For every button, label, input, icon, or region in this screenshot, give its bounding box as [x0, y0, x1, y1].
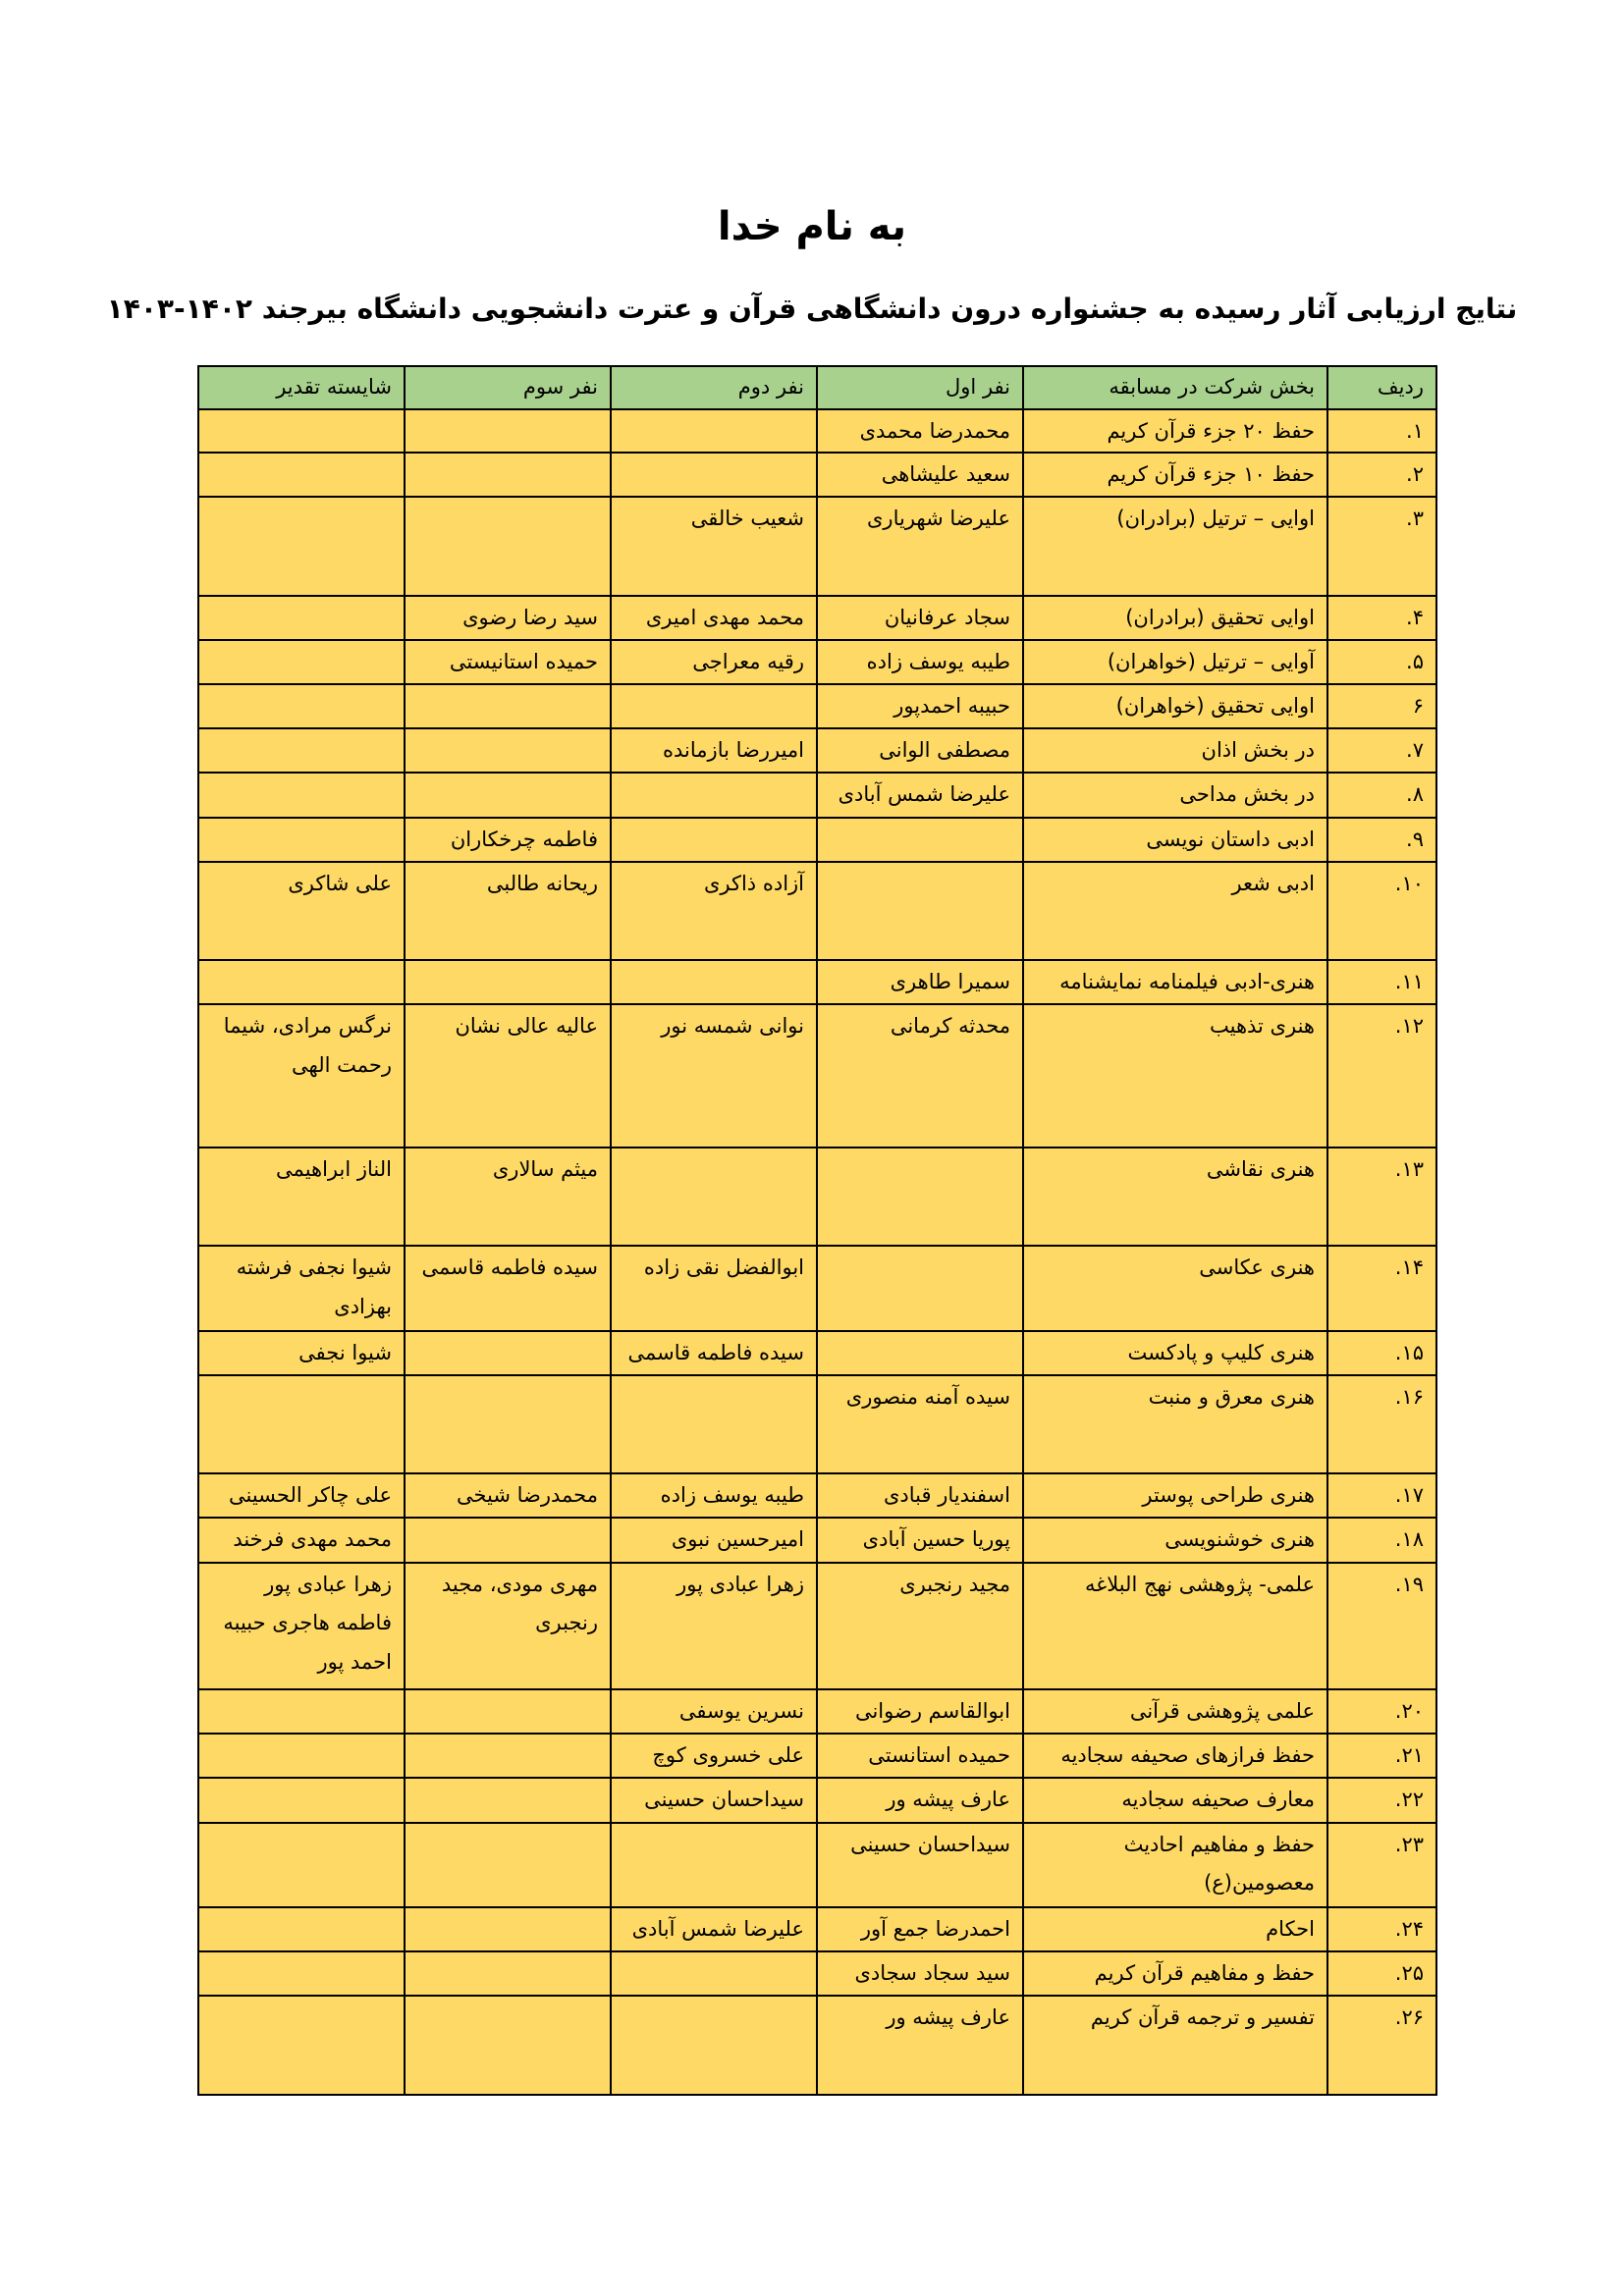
first-place-cell: حبیبه احمدپور: [817, 684, 1023, 728]
header-third-place: نفر سوم: [405, 366, 611, 409]
row-number-cell: ۱۳.: [1327, 1148, 1436, 1246]
honorable-mention-cell: نرگس مرادی، شیما رحمت الهی: [198, 1004, 405, 1148]
third-place-cell: حمیده استانیستی: [405, 640, 611, 684]
section-cell: اوایی تحقیق (خواهران): [1023, 684, 1327, 728]
row-number-cell: ۱۱.: [1327, 960, 1436, 1004]
first-place-cell: [817, 1148, 1023, 1246]
second-place-cell: [611, 818, 817, 862]
honorable-mention-cell: [198, 409, 405, 453]
section-cell: در بخش اذان: [1023, 728, 1327, 773]
third-place-cell: ریحانه طالبی: [405, 862, 611, 960]
header-honorable-mention: شایسته تقدیر: [198, 366, 405, 409]
row-number-cell: ۱۹.: [1327, 1563, 1436, 1690]
table-row: [198, 596, 1436, 640]
third-place-cell: [405, 1996, 611, 2095]
section-cell: اوایی – ترتیل (برادران): [1023, 497, 1327, 595]
section-cell: هنری-ادبی فیلمنامه نمایشنامه: [1023, 960, 1327, 1004]
second-place-cell: [611, 960, 817, 1004]
header-row-number: ردیف: [1327, 366, 1436, 409]
table-row: [198, 1473, 1436, 1518]
honorable-mention-cell: [198, 1996, 405, 2095]
honorable-mention-cell: [198, 640, 405, 684]
second-place-cell: ابوالفضل نقی زاده: [611, 1246, 817, 1330]
header-section: بخش شرکت در مسابقه: [1023, 366, 1327, 409]
first-place-cell: [817, 1331, 1023, 1375]
first-place-cell: عارف پیشه ور: [817, 1996, 1023, 2095]
second-place-cell: [611, 453, 817, 497]
first-place-cell: [817, 818, 1023, 862]
honorable-mention-cell: شیوا نجفی فرشته بهزادی: [198, 1246, 405, 1330]
first-place-cell: محدثه کرمانی: [817, 1004, 1023, 1148]
first-place-cell: سیداحسان حسینی: [817, 1823, 1023, 1907]
document-title: به نام خدا: [717, 204, 907, 249]
section-cell: ادبی شعر: [1023, 862, 1327, 960]
section-cell: حفظ فرازهای صحیفه سجادیه: [1023, 1734, 1327, 1778]
table-row: [198, 1823, 1436, 1907]
table-row: [198, 773, 1436, 817]
third-place-cell: [405, 409, 611, 453]
second-place-cell: [611, 1148, 817, 1246]
row-number-cell: ۱.: [1327, 409, 1436, 453]
honorable-mention-cell: [198, 728, 405, 773]
honorable-mention-cell: [198, 1734, 405, 1778]
second-place-cell: علی خسروی کوچ: [611, 1734, 817, 1778]
honorable-mention-cell: [198, 1907, 405, 1951]
honorable-mention-cell: [198, 1689, 405, 1734]
section-cell: آوایی – ترتیل (خواهران): [1023, 640, 1327, 684]
third-place-cell: [405, 1823, 611, 1907]
second-place-cell: [611, 1951, 817, 1996]
section-cell: ادبی داستان نویسی: [1023, 818, 1327, 862]
second-place-cell: سیداحسان حسینی: [611, 1778, 817, 1822]
table-row: [198, 1331, 1436, 1375]
section-cell: تفسیر و ترجمه قرآن کریم: [1023, 1996, 1327, 2095]
header-second-place: نفر دوم: [611, 366, 817, 409]
honorable-mention-cell: زهرا عبادی پور فاطمه هاجری حبیبه احمد پور: [198, 1563, 405, 1690]
second-place-cell: طیبه یوسف زاده: [611, 1473, 817, 1518]
table-row: [198, 497, 1436, 595]
first-place-cell: پوریا حسین آبادی: [817, 1518, 1023, 1562]
row-number-cell: ۲۵.: [1327, 1951, 1436, 1996]
second-place-cell: [611, 773, 817, 817]
table-row: [198, 1907, 1436, 1951]
honorable-mention-cell: [198, 497, 405, 595]
first-place-cell: مصطفی الوانی: [817, 728, 1023, 773]
row-number-cell: ۲۳.: [1327, 1823, 1436, 1907]
row-number-cell: ۱۰.: [1327, 862, 1436, 960]
section-cell: حفظ و مفاهیم قرآن کریم: [1023, 1951, 1327, 1996]
table-row: [198, 409, 1436, 453]
first-place-cell: مجید رنجبری: [817, 1563, 1023, 1690]
row-number-cell: ۲۱.: [1327, 1734, 1436, 1778]
third-place-cell: میثم سالاری: [405, 1148, 611, 1246]
second-place-cell: نوانی شمسه نور: [611, 1004, 817, 1148]
section-cell: در بخش مداحی: [1023, 773, 1327, 817]
honorable-mention-cell: الناز ابراهیمی: [198, 1148, 405, 1246]
table-row: [198, 1996, 1436, 2095]
table-row: [198, 1734, 1436, 1778]
third-place-cell: [405, 1331, 611, 1375]
section-cell: هنری خوشنویسی: [1023, 1518, 1327, 1562]
honorable-mention-cell: [198, 773, 405, 817]
table-row: [198, 1246, 1436, 1330]
third-place-cell: عالیه عالی نشان: [405, 1004, 611, 1148]
section-cell: علمی پژوهشی قرآنی: [1023, 1689, 1327, 1734]
table-row: [198, 1518, 1436, 1562]
row-number-cell: ۲۶.: [1327, 1996, 1436, 2095]
row-number-cell: ۱۶.: [1327, 1375, 1436, 1473]
table-row: [198, 862, 1436, 960]
first-place-cell: سجاد عرفانیان: [817, 596, 1023, 640]
first-place-cell: سعید علیشاهی: [817, 453, 1023, 497]
section-cell: حفظ و مفاهیم احادیث معصومین(ع): [1023, 1823, 1327, 1907]
row-number-cell: ۴.: [1327, 596, 1436, 640]
row-number-cell: ۱۲.: [1327, 1004, 1436, 1148]
first-place-cell: حمیده استانستی: [817, 1734, 1023, 1778]
section-cell: هنری تذهیب: [1023, 1004, 1327, 1148]
honorable-mention-cell: شیوا نجفی: [198, 1331, 405, 1375]
first-place-cell: [817, 1246, 1023, 1330]
section-cell: حفظ ۲۰ جزء قرآن کریم: [1023, 409, 1327, 453]
first-place-cell: علیرضا شهریاری: [817, 497, 1023, 595]
row-number-cell: ۱۷.: [1327, 1473, 1436, 1518]
table-row: [198, 1778, 1436, 1822]
section-cell: هنری نقاشی: [1023, 1148, 1327, 1246]
third-place-cell: [405, 497, 611, 595]
table-row: [198, 1004, 1436, 1148]
honorable-mention-cell: [198, 1375, 405, 1473]
second-place-cell: سیده فاطمه قاسمی: [611, 1331, 817, 1375]
second-place-cell: زهرا عبادی پور: [611, 1563, 817, 1690]
third-place-cell: [405, 1375, 611, 1473]
table-row: [198, 1148, 1436, 1246]
honorable-mention-cell: [198, 453, 405, 497]
honorable-mention-cell: علی چاکر الحسینی: [198, 1473, 405, 1518]
honorable-mention-cell: [198, 1951, 405, 1996]
section-cell: هنری معرق و منبت: [1023, 1375, 1327, 1473]
table-row: [198, 1951, 1436, 1996]
row-number-cell: ۹.: [1327, 818, 1436, 862]
third-place-cell: [405, 1734, 611, 1778]
section-cell: معارف صحیفه سجادیه: [1023, 1778, 1327, 1822]
section-cell: حفظ ۱۰ جزء قرآن کریم: [1023, 453, 1327, 497]
row-number-cell: ۱۸.: [1327, 1518, 1436, 1562]
first-place-cell: سمیرا طاهری: [817, 960, 1023, 1004]
honorable-mention-cell: [198, 684, 405, 728]
section-cell: علمی- پژوهشی نهج البلاغه: [1023, 1563, 1327, 1690]
table-row: [198, 640, 1436, 684]
row-number-cell: ۵.: [1327, 640, 1436, 684]
honorable-mention-cell: [198, 1823, 405, 1907]
second-place-cell: [611, 684, 817, 728]
third-place-cell: سیده فاطمه قاسمی: [405, 1246, 611, 1330]
table-row: [198, 1563, 1436, 1690]
third-place-cell: محمدرضا شیخی: [405, 1473, 611, 1518]
row-number-cell: ۲۰.: [1327, 1689, 1436, 1734]
first-place-cell: [817, 862, 1023, 960]
honorable-mention-cell: [198, 1778, 405, 1822]
third-place-cell: [405, 1907, 611, 1951]
second-place-cell: شعیب خالقی: [611, 497, 817, 595]
table-row: [198, 453, 1436, 497]
third-place-cell: مهری مودی، مجید رنجبری: [405, 1563, 611, 1690]
second-place-cell: [611, 1996, 817, 2095]
second-place-cell: [611, 1375, 817, 1473]
table-row: [198, 728, 1436, 773]
row-number-cell: ۲۴.: [1327, 1907, 1436, 1951]
third-place-cell: [405, 1951, 611, 1996]
section-cell: احکام: [1023, 1907, 1327, 1951]
first-place-cell: طیبه یوسف زاده: [817, 640, 1023, 684]
row-number-cell: ۱۵.: [1327, 1331, 1436, 1375]
row-number-cell: ۸.: [1327, 773, 1436, 817]
honorable-mention-cell: [198, 596, 405, 640]
document-subtitle: نتایج ارزیابی آثار رسیده به جشنواره درون دانشگاهی قرآن و عترت دانشجویی دانشگاه بیرجند ۱۴۰۲-۱۴۰۳: [106, 293, 1518, 325]
table-row: [198, 1375, 1436, 1473]
second-place-cell: نسرین یوسفی: [611, 1689, 817, 1734]
first-place-cell: سید سجاد سجادی: [817, 1951, 1023, 1996]
second-place-cell: [611, 409, 817, 453]
row-number-cell: ۷.: [1327, 728, 1436, 773]
honorable-mention-cell: [198, 818, 405, 862]
first-place-cell: اسفندیار قبادی: [817, 1473, 1023, 1518]
table-row: [198, 684, 1436, 728]
third-place-cell: [405, 1518, 611, 1562]
third-place-cell: [405, 1778, 611, 1822]
table-row: [198, 818, 1436, 862]
third-place-cell: [405, 773, 611, 817]
section-cell: هنری طراحی پوستر: [1023, 1473, 1327, 1518]
second-place-cell: رقیه معراجی: [611, 640, 817, 684]
section-cell: اوایی تحقیق (برادران): [1023, 596, 1327, 640]
row-number-cell: ۱۴.: [1327, 1246, 1436, 1330]
third-place-cell: فاطمه چرخکاران: [405, 818, 611, 862]
second-place-cell: امیررضا بازمانده: [611, 728, 817, 773]
row-number-cell: ۳.: [1327, 497, 1436, 595]
third-place-cell: سید رضا رضوی: [405, 596, 611, 640]
table-row: [198, 1689, 1436, 1734]
second-place-cell: آزاده ذاکری: [611, 862, 817, 960]
third-place-cell: [405, 684, 611, 728]
first-place-cell: محمدرضا محمدی: [817, 409, 1023, 453]
first-place-cell: احمدرضا جمع آور: [817, 1907, 1023, 1951]
second-place-cell: علیرضا شمس آبادی: [611, 1907, 817, 1951]
row-number-cell: ۲.: [1327, 453, 1436, 497]
first-place-cell: سیده آمنه منصوری: [817, 1375, 1023, 1473]
first-place-cell: عارف پیشه ور: [817, 1778, 1023, 1822]
third-place-cell: [405, 960, 611, 1004]
second-place-cell: محمد مهدی امیری: [611, 596, 817, 640]
table-row: [198, 960, 1436, 1004]
row-number-cell: ۲۲.: [1327, 1778, 1436, 1822]
second-place-cell: امیرحسین نبوی: [611, 1518, 817, 1562]
third-place-cell: [405, 1689, 611, 1734]
section-cell: هنری عکاسی: [1023, 1246, 1327, 1330]
honorable-mention-cell: علی شاکری: [198, 862, 405, 960]
honorable-mention-cell: محمد مهدی فرخند: [198, 1518, 405, 1562]
second-place-cell: [611, 1823, 817, 1907]
section-cell: هنری کلیپ و پادکست: [1023, 1331, 1327, 1375]
header-first-place: نفر اول: [817, 366, 1023, 409]
third-place-cell: [405, 728, 611, 773]
first-place-cell: علیرضا شمس آبادی: [817, 773, 1023, 817]
results-table: [197, 365, 1437, 2096]
first-place-cell: ابوالقاسم رضوانی: [817, 1689, 1023, 1734]
honorable-mention-cell: [198, 960, 405, 1004]
row-number-cell: ۶: [1327, 684, 1436, 728]
third-place-cell: [405, 453, 611, 497]
table-header-row: [198, 366, 1436, 409]
